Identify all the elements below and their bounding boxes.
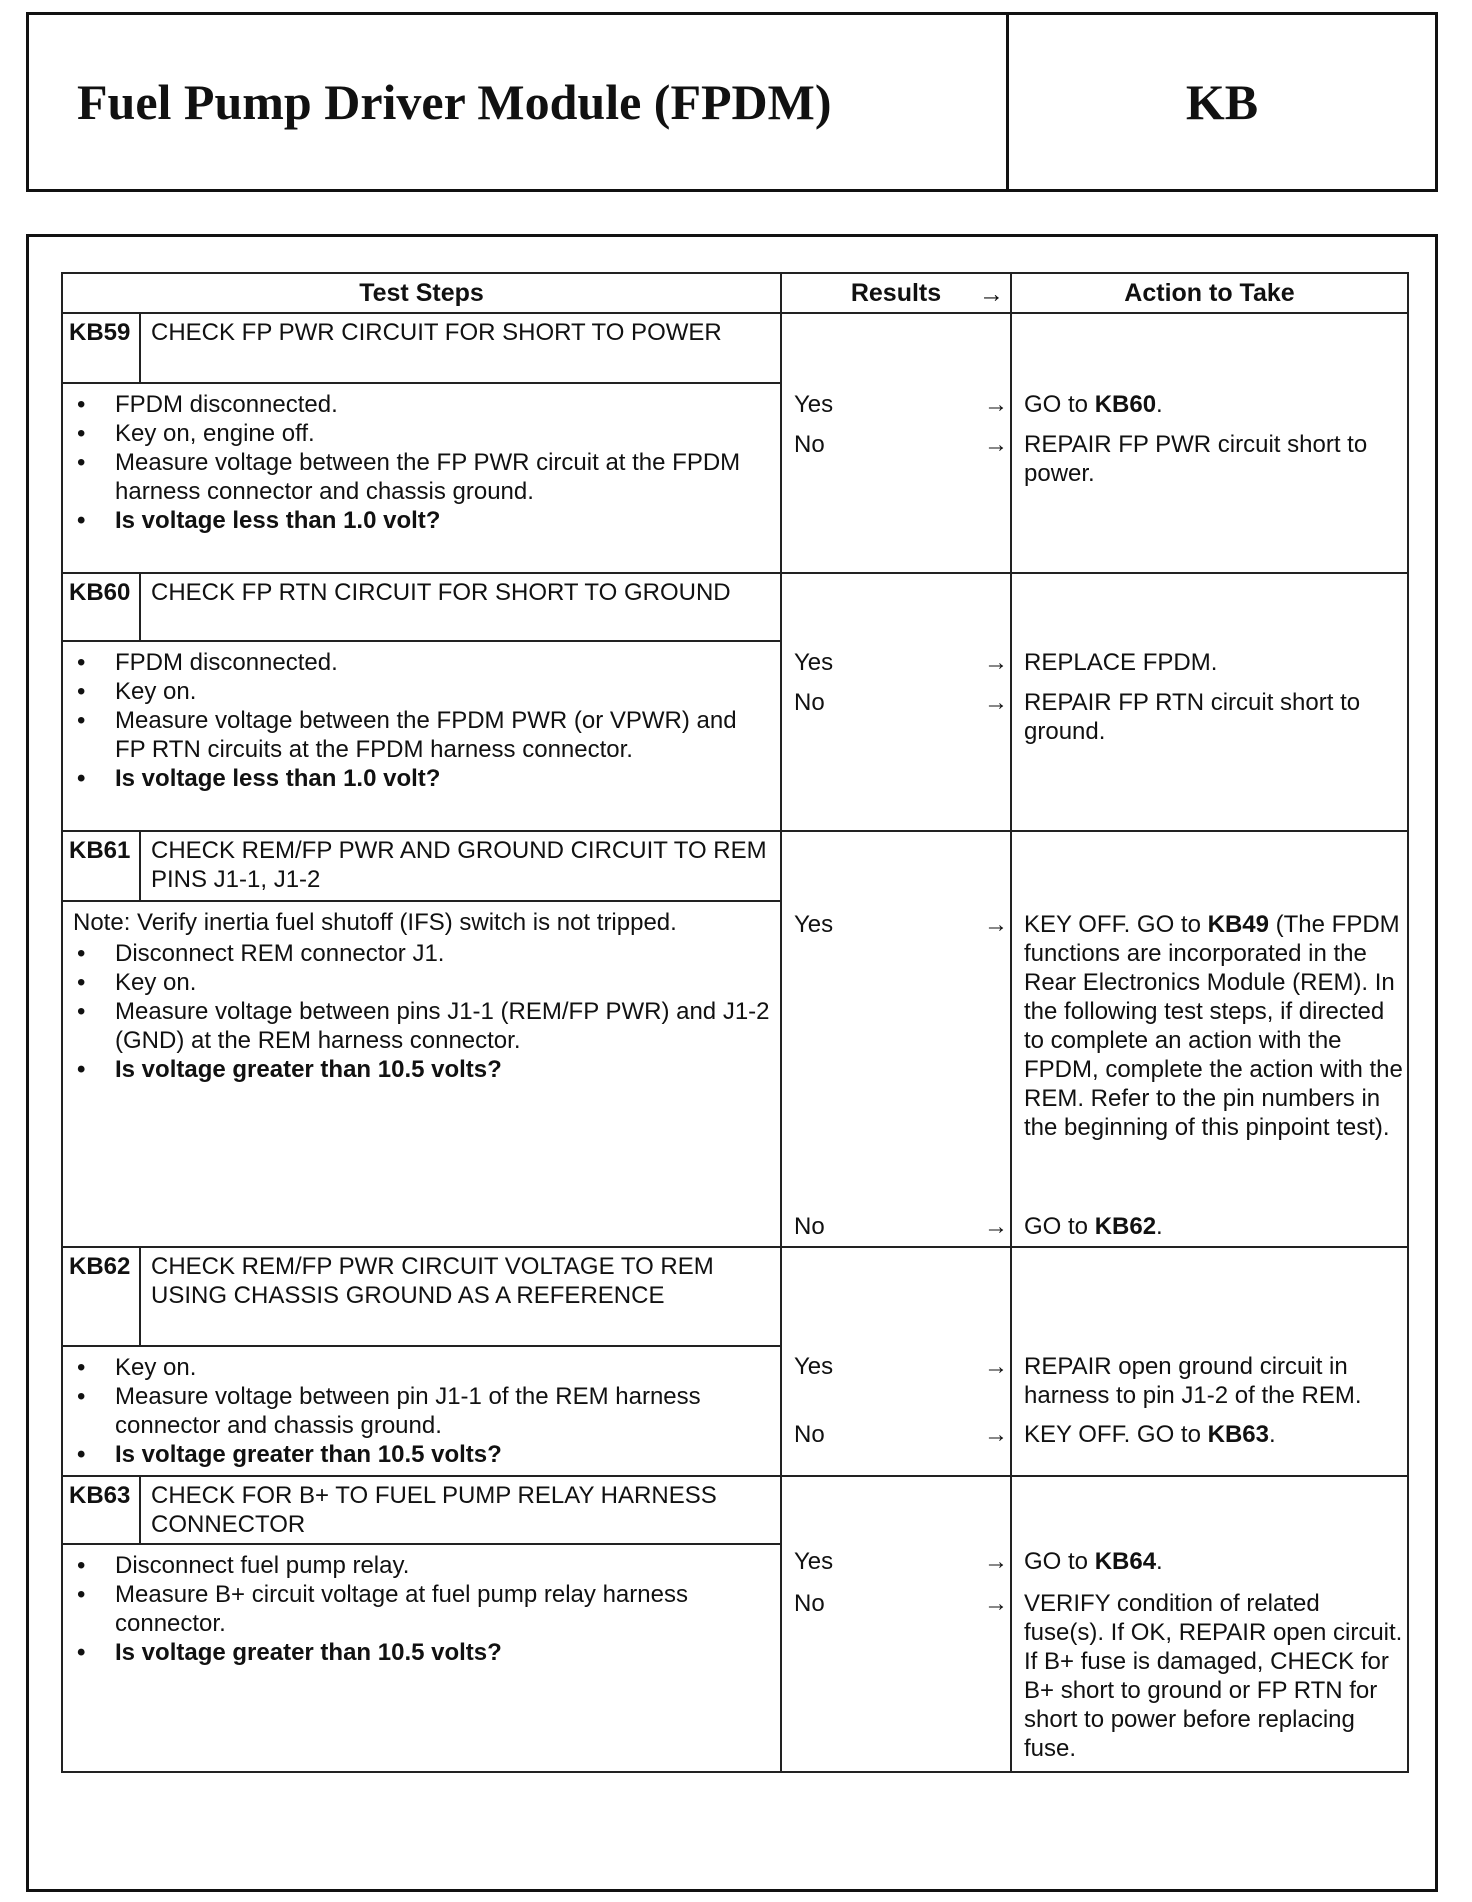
- step-reference: KB49: [1207, 911, 1269, 938]
- step-question: • Is voltage less than 1.0 volt?: [73, 764, 772, 793]
- step-body: [63, 902, 780, 1088]
- action-yes: GO to KB64.: [1024, 1548, 1163, 1575]
- step-id: KB63: [63, 1477, 141, 1543]
- step-reference: KB64: [1094, 1548, 1157, 1575]
- table-row: [62, 1476, 1408, 1772]
- result-yes: Yes: [794, 649, 834, 676]
- action-cell: [1011, 1476, 1408, 1772]
- step-id: KB59: [63, 314, 141, 382]
- content-frame: [26, 234, 1438, 1892]
- action-cell: [1011, 1247, 1408, 1476]
- arrow-icon: →: [984, 1548, 1008, 1575]
- test-step-cell: [62, 831, 781, 1247]
- arrow-icon: →: [984, 649, 1008, 676]
- action-no: REPAIR FP RTN circuit short to ground.: [1024, 689, 1361, 745]
- step-bullet: • Measure B+ circuit voltage at fuel pump relay harness connector.: [73, 1580, 772, 1638]
- table-row: [62, 573, 1408, 831]
- arrow-icon: →: [984, 1213, 1008, 1240]
- result-yes: Yes: [794, 911, 834, 938]
- action-no: GO to KB62.: [1024, 1213, 1163, 1240]
- results-cell: [781, 1476, 1011, 1772]
- step-reference: KB63: [1207, 1421, 1269, 1448]
- step-bullet: • Key on.: [73, 677, 772, 706]
- step-heading: CHECK REM/FP PWR AND GROUND CIRCUIT TO REM PINS J1-1, J1-2: [151, 837, 767, 893]
- table-row: [62, 1247, 1408, 1476]
- col-header-test-steps: Test Steps: [62, 273, 781, 313]
- result-yes: Yes: [794, 1548, 834, 1575]
- step-bullet: • Measure voltage between the FPDM PWR (or VPWR) and FP RTN circuits at the FPDM harness connector.: [73, 706, 772, 764]
- arrow-icon: →: [984, 911, 1008, 938]
- step-body: [63, 384, 780, 539]
- step-body: [63, 1347, 780, 1473]
- test-step-cell: [62, 1247, 781, 1476]
- step-question: • Is voltage greater than 10.5 volts?: [73, 1440, 772, 1469]
- step-bullet: • Key on.: [73, 968, 772, 997]
- result-no: No: [794, 431, 825, 458]
- result-no: No: [794, 1590, 825, 1617]
- step-heading: CHECK FOR B+ TO FUEL PUMP RELAY HARNESS CONNECTOR: [151, 1482, 717, 1538]
- step-id: KB62: [63, 1248, 141, 1345]
- step-bullet: • Disconnect fuel pump relay.: [73, 1551, 772, 1580]
- result-yes: Yes: [794, 1353, 834, 1380]
- step-bullet: • Disconnect REM connector J1.: [73, 939, 772, 968]
- col-header-results-label: Results: [850, 278, 942, 307]
- results-cell: [781, 573, 1011, 831]
- arrow-icon: →: [984, 431, 1008, 458]
- step-bullet: • Measure voltage between pin J1-1 of the REM harness connector and chassis ground.: [73, 1382, 772, 1440]
- step-body: [63, 1545, 780, 1671]
- results-cell: [781, 313, 1011, 573]
- result-no: No: [794, 689, 825, 716]
- arrow-icon: →: [984, 689, 1008, 716]
- step-bullet: • Measure voltage between the FP PWR circuit at the FPDM harness connector and chassis ground.: [73, 448, 772, 506]
- results-cell: [781, 831, 1011, 1247]
- results-cell: [781, 1247, 1011, 1476]
- step-bullet: • FPDM disconnected.: [73, 648, 772, 677]
- action-yes: REPAIR open ground circuit in harness to pin J1-2 of the REM.: [1024, 1353, 1362, 1409]
- action-yes: REPLACE FPDM.: [1024, 649, 1218, 676]
- action-cell: [1011, 313, 1408, 573]
- action-no: REPAIR FP PWR circuit short to power.: [1024, 431, 1368, 487]
- action-no: KEY OFF. GO to KB63.: [1024, 1421, 1276, 1448]
- test-step-cell: [62, 1476, 781, 1772]
- page-header: [26, 12, 1438, 192]
- step-reference: KB62: [1094, 1213, 1157, 1240]
- step-bullet: • Measure voltage between pins J1-1 (REM/FP PWR) and J1-2 (GND) at the REM harness connector.: [73, 997, 772, 1055]
- arrow-icon: →: [984, 1421, 1008, 1448]
- step-heading: CHECK FP PWR CIRCUIT FOR SHORT TO POWER: [151, 319, 722, 346]
- test-step-cell: [62, 573, 781, 831]
- step-id: KB61: [63, 832, 141, 900]
- arrow-icon: →: [979, 280, 1004, 308]
- step-heading: CHECK REM/FP PWR CIRCUIT VOLTAGE TO REM USING CHASSIS GROUND AS A REFERENCE: [151, 1253, 714, 1309]
- arrow-icon: →: [984, 1590, 1008, 1617]
- table-row: [62, 831, 1408, 1247]
- step-id: KB60: [63, 574, 141, 640]
- col-header-results: [781, 273, 1011, 313]
- arrow-icon: →: [984, 391, 1008, 418]
- result-no: No: [794, 1213, 825, 1240]
- section-code: KB: [1006, 15, 1435, 189]
- action-no: VERIFY condition of related fuse(s). If OK, REPAIR open circuit. If B+ fuse is damaged, CHECK for B+ short to ground or FP RTN for short to power before replacing fuse.: [1024, 1590, 1403, 1762]
- table-header-row: [62, 273, 1408, 313]
- arrow-icon: →: [984, 1353, 1008, 1380]
- step-heading: CHECK FP RTN CIRCUIT FOR SHORT TO GROUND: [151, 579, 731, 606]
- step-note: Note: Verify inertia fuel shutoff (IFS) switch is not tripped.: [73, 909, 677, 936]
- step-question: • Is voltage greater than 10.5 volts?: [73, 1638, 772, 1667]
- col-header-action: Action to Take: [1011, 273, 1408, 313]
- result-yes: Yes: [794, 391, 834, 418]
- step-question: • Is voltage greater than 10.5 volts?: [73, 1055, 772, 1084]
- step-bullet: • Key on.: [73, 1353, 772, 1382]
- result-no: No: [794, 1421, 825, 1448]
- action-cell: [1011, 573, 1408, 831]
- action-cell: [1011, 831, 1408, 1247]
- test-steps-table: [61, 272, 1409, 1773]
- action-yes: GO to KB60.: [1024, 391, 1163, 418]
- table-row: [62, 313, 1408, 573]
- step-reference: KB60: [1094, 391, 1157, 418]
- step-bullet: • FPDM disconnected.: [73, 390, 772, 419]
- step-question: • Is voltage less than 1.0 volt?: [73, 506, 772, 535]
- test-step-cell: [62, 313, 781, 573]
- step-bullet: • Key on, engine off.: [73, 419, 772, 448]
- action-yes: KEY OFF. GO to KB49 (The FPDM functions are incorporated in the Rear Electronics Module (REM). In the following test steps, if directed to complete an action with the FPDM, complete the action with the REM. Refer to the pin numbers in the beginning of this pinpoint test).: [1024, 911, 1403, 1141]
- page-title: Fuel Pump Driver Module (FPDM): [77, 74, 832, 130]
- step-body: [63, 642, 780, 797]
